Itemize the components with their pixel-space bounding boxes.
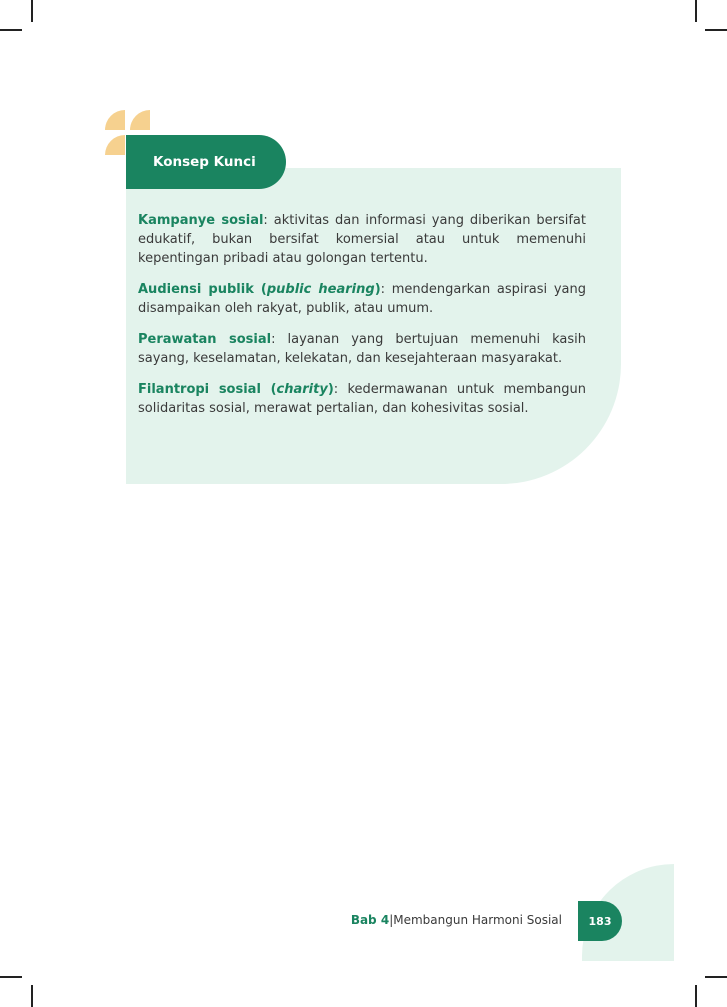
concept-item [138,211,586,268]
page-number: 183 [588,914,612,928]
concept-definition: kedermawanan untuk membangun solidaritas sosial, merawat pertalian, dan kohesivitas sosial. [138,382,586,416]
chapter-title: Membangun Harmoni Sosial [393,913,562,927]
concept-item [138,380,586,418]
crop-mark [695,0,697,22]
concept-definition: mendengarkan aspirasi yang disampaikan oleh rakyat, publik, atau umum. [138,282,586,316]
concept-term-close: ) [327,382,334,397]
decor-tile [105,110,125,130]
concept-term-close: ) [374,282,381,297]
concept-term: Audiensi publik ( [138,282,267,297]
concept-separator: : [263,213,268,228]
crop-mark [0,976,22,978]
key-concept-title: Konsep Kunci [153,154,256,170]
crop-mark [31,985,33,1007]
concept-term: Kampanye sosial [138,213,264,228]
crop-mark [695,985,697,1007]
crop-mark [0,29,22,31]
concept-term-italic: public hearing [266,282,375,297]
crop-mark [705,29,727,31]
concept-separator: : [333,382,339,397]
key-concept-body [138,211,586,430]
concept-separator: : [271,332,276,347]
concept-definition: aktivitas dan informasi yang diberikan bersifat edukatif, bukan bersifat komersial atau untuk memenuhi kepentingan pribadi atau golongan tertentu. [138,213,586,266]
page-number-badge [578,901,622,941]
crop-mark [705,976,727,978]
chapter-divider: | [389,913,394,927]
concept-term: Filantropi sosial ( [138,382,277,397]
concept-definition: layanan yang bertujuan memenuhi kasih sayang, keselamatan, kelekatan, dan kesejahteraan masyarakat. [138,332,586,366]
key-concept-tab [126,135,286,189]
concept-item [138,330,586,368]
footer-chapter [300,913,562,927]
concept-term-italic: charity [276,382,328,397]
concept-separator: : [380,282,386,297]
crop-mark [31,0,33,22]
decor-tile [105,135,125,155]
concept-term: Perawatan sosial [138,332,272,347]
concept-item [138,280,586,318]
decor-tile [130,110,150,130]
chapter-label: Bab 4 [350,913,390,927]
